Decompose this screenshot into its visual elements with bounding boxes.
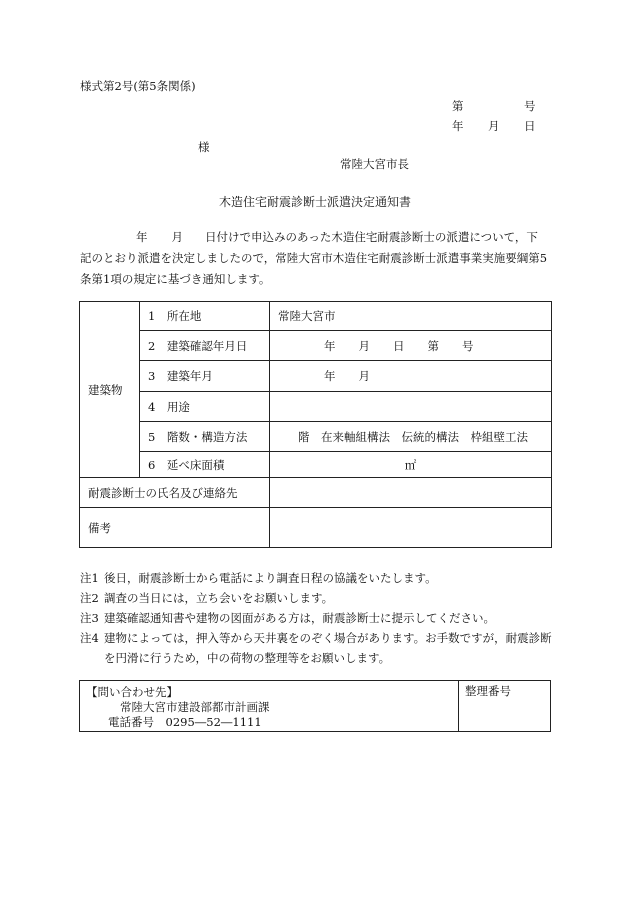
addressee-suffix: 様 [198, 140, 210, 154]
note-item: 注3 建築確認通知書や建物の図面がある方は，耐震診断士に提示してください。 [80, 611, 495, 625]
table-row [80, 478, 552, 508]
building-group-label: 建築物 [80, 302, 140, 478]
body-month: 月 [171, 230, 183, 244]
row-label: 2 建築確認年月日 [140, 331, 270, 361]
date-year: 年 [452, 119, 464, 133]
floor-area-field: ㎡ [270, 452, 552, 478]
location-field: 常陸大宮市 [270, 302, 552, 331]
contact-phone: 電話番号 0295―52―1111 [108, 715, 262, 729]
table-row [80, 331, 552, 361]
issuer: 常陸大宮市長 [340, 157, 409, 171]
body-line-2: 記のとおり派遣を決定しましたので，常陸大宮市木造住宅耐震診断士派遣事業実施要綱第5 [80, 251, 548, 265]
usage-field [270, 392, 552, 422]
building-info-table [79, 301, 552, 548]
remarks-label: 備考 [80, 508, 270, 548]
row-label: 4 用途 [140, 392, 270, 422]
contact-heading: 【問い合わせ先】 [86, 685, 178, 699]
note-item: 注4 建物によっては，押入等から天井裏をのぞく場合があります。お手数ですが，耐震診断を円滑に行うため，中の荷物の整理等をお願いします。 [80, 631, 552, 665]
row-label: 6 延べ床面積 [140, 452, 270, 478]
table-row [80, 422, 552, 452]
row-label: 3 建築年月 [140, 361, 270, 392]
diagnostician-field [270, 478, 552, 508]
table-row [80, 302, 552, 331]
contact-department: 常陸大宮市建設部都市計画課 [120, 700, 270, 714]
body-text [80, 227, 550, 290]
diagnostician-label: 耐震診断士の氏名及び連絡先 [80, 478, 270, 508]
notes [80, 568, 560, 668]
contact-info [80, 681, 459, 731]
construction-date-field: 年 月 [270, 361, 552, 392]
table-row [80, 361, 552, 392]
document-title: 木造住宅耐震診断士派遣決定通知書 [218, 195, 411, 209]
confirmation-date-field: 年 月 日 第 号 [270, 331, 552, 361]
note-item: 注1 後日，耐震診断士から電話により調査日程の協議をいたします。 [80, 571, 437, 585]
row-label: 5 階数・構造方法 [140, 422, 270, 452]
table-row [80, 508, 552, 548]
reference-number-label: 整理番号 [465, 684, 511, 698]
table-row [80, 452, 552, 478]
row-label: 1 所在地 [140, 302, 270, 331]
number-suffix: 号 [524, 99, 536, 113]
body-year: 年 [136, 230, 148, 244]
form-id: 様式第2号(第5条関係) [80, 79, 196, 93]
number-prefix: 第 [452, 99, 464, 113]
body-line-1 [80, 227, 550, 248]
remarks-field [270, 508, 552, 548]
body-line-1-text: 日付けで申込みのあった木造住宅耐震診断士の派遣について，下 [205, 230, 538, 244]
contact-box [79, 680, 551, 732]
structure-field: 階 在来軸組構法 伝統的構法 枠組壁工法 [270, 422, 552, 452]
table-row [80, 392, 552, 422]
date-month: 月 [488, 119, 500, 133]
note-item: 注2 調査の当日には，立ち会いをお願いします。 [80, 591, 334, 605]
date-day: 日 [524, 119, 536, 133]
body-line-3: 条第1項の規定に基づき通知します。 [80, 272, 271, 286]
